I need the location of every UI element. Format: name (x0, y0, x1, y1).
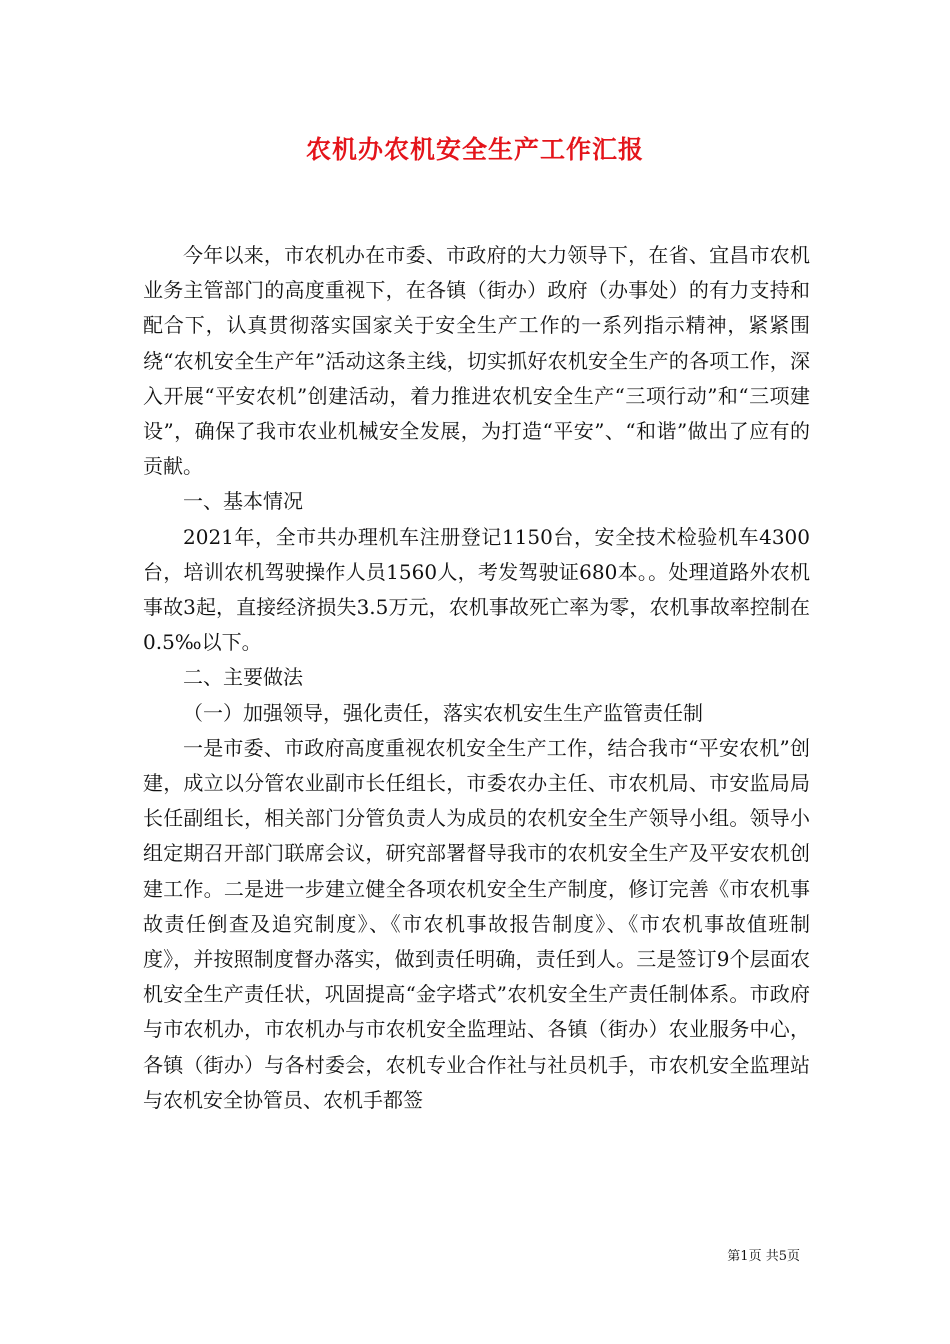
footer-prefix: 第 (727, 1249, 741, 1264)
subsection-heading-leadership: （一）加强领导，强化责任，落实农机安生生产监管责任制 (183, 700, 703, 725)
section-heading-practices: 二、主要做法 (183, 665, 303, 690)
document-body (143, 238, 810, 1118)
paragraph-basic-situation: 2021年，全市共办理机车注册登记1150台，安全技术检验机车4300台，培训农机驾驶操作人员1560人，考发驾驶证680本。。处理道路外农机事故3起，直接经济损失3.5万元，农机事故死亡率为零，农机事故率控制在0.5‰以下。 (143, 524, 810, 655)
footer-page-number: 1 (740, 1249, 749, 1264)
paragraph-intro: 今年以来，市农机办在市委、市政府的大力领导下，在省、宜昌市农机业务主管部门的高度重视下，在各镇（街办）政府（办事处）的有力支持和配合下，认真贯彻落实国家关于安全生产工作的一系列指示精神，紧紧围绕“农机安全生产年”活动这条主线，切实抓好农机安全生产的各项工作，深入开展“平安农机”创建活动，着力推进农机安全生产“三项行动”和“三项建设”，确保了我市农业机械安全发展，为打造“平安”、“和谐”做出了应有的贡献。 (143, 243, 810, 479)
footer-total-pages: 5 (778, 1249, 787, 1264)
footer-mid: 页 共 (748, 1249, 779, 1264)
paragraph-leadership: 一是市委、市政府高度重视农机安全生产工作，结合我市“平安农机”创建，成立以分管农业副市长任组长，市委农办主任、市农机局、市安监局局长任副组长，相关部门分管负责人为成员的农机安全生产领导小组。领导小组定期召开部门联席会议，研究部署督导我市的农机安全生产及平安农机创建工作。二是进一步建立健全各项农机安全生产制度，修订完善《市农机事故责任倒查及追究制度》、《市农机事故报告制度》、《市农机事故值班制度》，并按照制度督办落实，做到责任明确，责任到人。三是签订9个层面农机安全生产责任状，巩固提高“金字塔式”农机安全生产责任制体系。市政府与市农机办，市农机办与市农机安全监理站、各镇（街办）农业服务中心，各镇（街办）与各村委会，农机专业合作社与社员机手，市农机安全监理站与农机安全协管员、农机手都签 (143, 735, 810, 1112)
section-heading-basic: 一、基本情况 (183, 489, 303, 514)
document-title: 农机办农机安全生产工作汇报 (305, 135, 644, 164)
footer-suffix: 页 (786, 1249, 800, 1264)
page-footer (727, 1248, 800, 1266)
